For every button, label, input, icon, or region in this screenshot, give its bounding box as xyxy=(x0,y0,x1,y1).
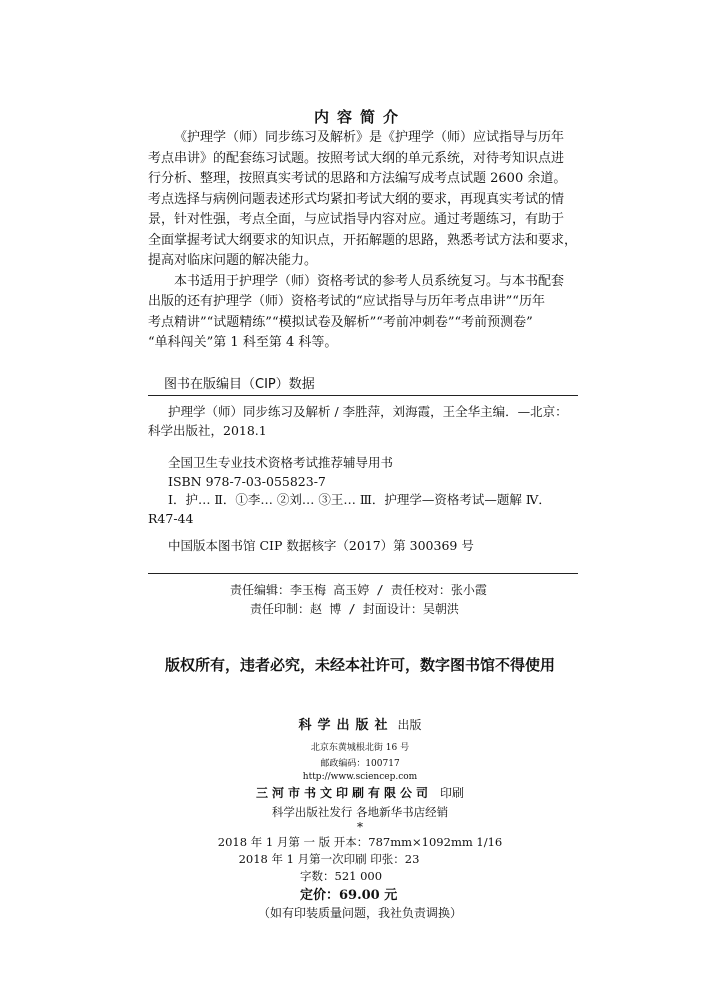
cip-subject-line: Ⅰ．护… Ⅱ．①李… ②刘… ③王… Ⅲ．护理学—资格考试—题解 Ⅳ． xyxy=(168,492,551,507)
cip-top-rule xyxy=(148,395,578,396)
printing-line: 2018 年 1 月第一次印刷 印张：23 xyxy=(238,852,420,866)
cip-heading: 图书在版编目（CIP）数据 xyxy=(164,377,315,392)
cip-entry-line: 科学出版社，2018.1 xyxy=(148,423,267,438)
publisher-line xyxy=(0,714,720,733)
summary-line: 全面掌握考试大纲要求的知识点，开拓解题的思路，熟悉考试方法和要求， xyxy=(148,232,578,248)
price: 定价：69.00 元 xyxy=(300,888,398,903)
copyright-notice: 版权所有，违者必究，未经本社许可，数字图书馆不得使用 xyxy=(164,656,555,674)
summary-line: 考点精讲”“试题精练”“模拟试卷及解析”“考前冲刺卷”“考前预测卷” xyxy=(148,314,533,330)
summary-line: 《护理学（师）同步练习及解析》是《护理学（师）应试指导与历年 xyxy=(174,130,565,145)
printer-line xyxy=(0,784,720,801)
summary-line: 提高对临床问题的解决能力。 xyxy=(148,253,318,268)
summary-text xyxy=(148,128,578,354)
publisher-url: http://www.sciencep.com xyxy=(302,772,418,782)
printer-name: 三河市书文印刷有限公司 xyxy=(255,786,432,800)
quality-notice: （如有印装质量问题，我社负责调换） xyxy=(257,906,462,920)
publisher-address: 北京东黄城根北街 16 号 xyxy=(310,743,410,753)
cip-subject xyxy=(148,490,578,528)
cip-series: 全国卫生专业技术资格考试推荐辅导用书 xyxy=(168,455,394,470)
summary-line: 出版的还有护理学（师）资格考试的“应试指导与历年考点串讲”“历年 xyxy=(148,294,545,309)
cip-entry-line: 护理学（师）同步练习及解析 / 李胜萍，刘海霞，王全华主编．—北京： xyxy=(168,404,568,419)
publisher-suffix: 出版 xyxy=(397,718,422,732)
summary-line: 考点串讲》的配套练习试题。按照考试大纲的单元系统，对待考知识点进 xyxy=(148,150,565,166)
summary-line: 景，针对性强，考点全面，与应试指导内容对应。通过考题练习，有助于 xyxy=(148,212,565,227)
page-title: 内容简介 xyxy=(313,108,406,126)
summary-line: 考点选择与病例问题表述形式均紧扣考试大纲的要求，再现真实考试的情 xyxy=(148,191,565,207)
summary-line: 行分析、整理，按照真实考试的思路和方法编写成考点试题 2600 余道。 xyxy=(148,171,567,186)
cip-isbn: ISBN 978-7-03-055823-7 xyxy=(168,474,326,489)
publisher-postcode: 邮政编码：100717 xyxy=(320,759,400,769)
word-count: 字数：521 000 xyxy=(300,869,383,883)
cip-number: 中国版本图书馆 CIP 数据核字（2017）第 300369 号 xyxy=(168,538,474,553)
cip-entry xyxy=(148,402,578,440)
edition-line: 2018 年 1 月第 一 版 开本：787mm×1092mm 1/16 xyxy=(217,835,503,849)
summary-paragraph-2 xyxy=(148,272,578,354)
cip-series-isbn xyxy=(148,453,578,491)
separator-star: * xyxy=(357,820,363,834)
publisher-name: 科学出版社 xyxy=(298,718,394,733)
printer-suffix: 印刷 xyxy=(440,786,465,800)
distribution-line: 科学出版社发行 各地新华书店经销 xyxy=(271,805,449,819)
summary-line: “单科闯关”第 1 科至第 4 科等。 xyxy=(148,335,338,350)
cip-subject-line: R47-44 xyxy=(148,511,194,526)
summary-line: 本书适用于护理学（师）资格考试的参考人员系统复习。与本书配套 xyxy=(174,273,565,289)
summary-paragraph-1 xyxy=(148,128,578,272)
production-credits: 责任印制：赵 博 / 封面设计：吴朝洪 xyxy=(250,602,459,616)
editor-credits: 责任编辑：李玉梅 高玉婷 / 责任校对：张小霞 xyxy=(230,583,487,597)
cip-bottom-rule xyxy=(148,573,578,574)
